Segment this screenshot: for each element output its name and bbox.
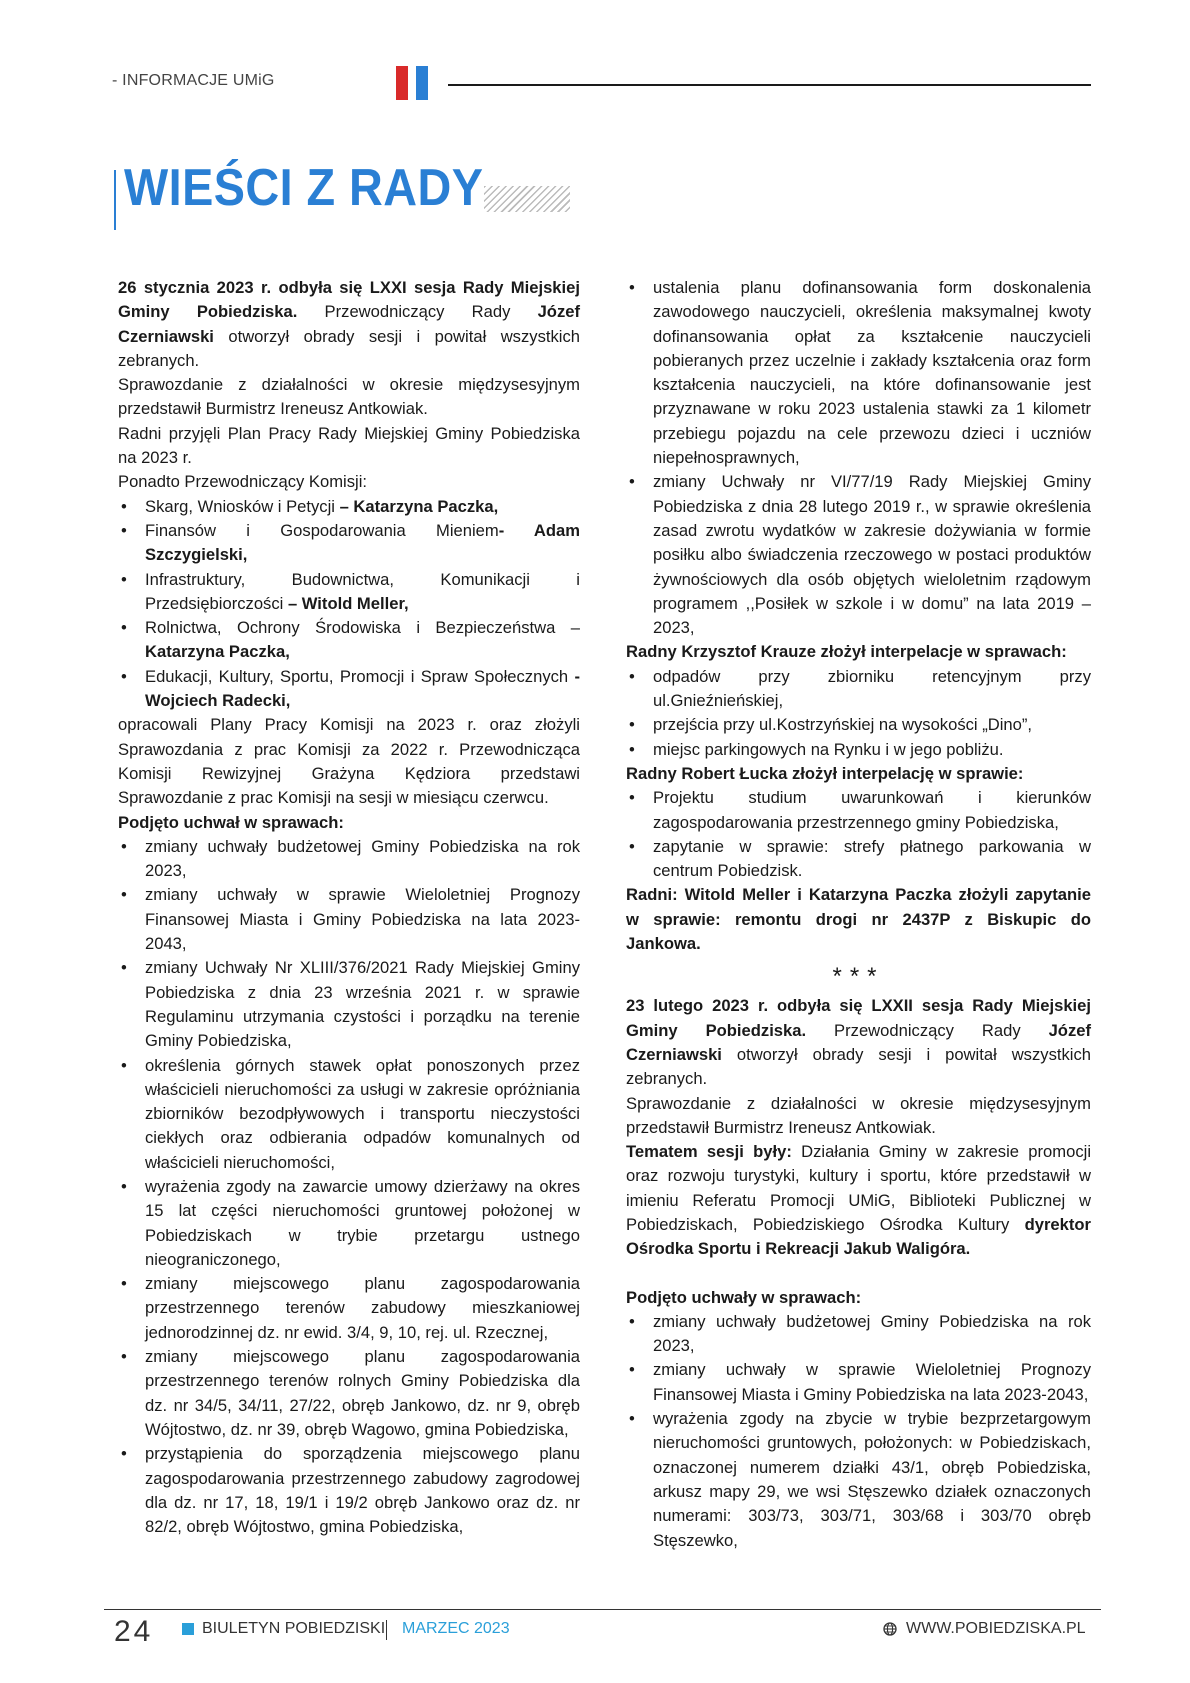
section-separator: *** [832, 963, 885, 991]
lucka-heading: Radny Robert Łucka złożył interpelację w sprawie: [626, 763, 1024, 783]
list-item: • określenia górnych stawek opłat ponoszonych przez właścicieli nieruchomości za usługi w zakresie opróżniania zbiorników bezodpływowych i transportu nieczystości ciekłych oraz odbierania odpadów komunalnych od właścicieli nieruchomości, [118, 1054, 580, 1175]
list-item: • Infrastruktury, Budownictwa, Komunikacji i Przedsiębiorczości – Witold Meller, [118, 568, 580, 617]
list-item: • Rolnictwa, Ochrony Środowiska i Bezpieczeństwa – Katarzyna Paczka, [118, 616, 580, 665]
resolutions-list-2 [626, 1310, 1091, 1553]
list-item: • zmiany uchwały budżetowej Gminy Pobiedziska na rok 2023, [118, 835, 580, 884]
title-accent-bar [114, 170, 116, 230]
header-rule [448, 84, 1091, 86]
work-plan-paragraph: Radni przyjęli Plan Pracy Rady Miejskiej Gminy Pobiedziska na 2023 r. [118, 423, 580, 468]
list-item: • wyrażenia zgody na zawarcie umowy dzierżawy na okres 15 lat części nieruchomości gruntowej położonej w Pobiedziskach w trybie przetargu ustnego nieograniczonego, [118, 1175, 580, 1272]
krauze-list [626, 665, 1091, 762]
website-link[interactable]: WWW.POBIEDZISKA.PL [906, 1620, 1086, 1637]
issue-date: MARZEC 2023 [402, 1620, 510, 1637]
resolutions-heading-2: Podjęto uchwały w sprawach: [626, 1287, 862, 1307]
globe-icon [883, 1622, 897, 1636]
resolutions-list [118, 835, 580, 1540]
report-paragraph: Sprawozdanie z działalności w okresie międzysesyjnym przedstawił Burmistrz Ireneusz Antkowiak. [118, 375, 580, 419]
list-item: • miejsc parkingowych na Rynku i w jego pobliżu. [626, 738, 1091, 762]
resolutions-heading: Podjęto uchwał w sprawach: [118, 812, 344, 832]
list-item: • zmiany miejscowego planu zagospodarowania przestrzennego terenów rolnych Gminy Pobiedziska dla dz. nr 34/5, 34/11, 27/22, obręb Jankowo, dz. nr 9, obręb Wójtostwo, dz. nr 39, obręb Wagowo, gmina Pobiedziska, [118, 1345, 580, 1442]
page-title: WIEŚCI Z RADY [124, 159, 484, 217]
list-item: • ustalenia planu dofinansowania form doskonalenia zawodowego nauczycieli, określenia maksymalnej kwoty dofinansowania opłat za kształcenie nauczycieli pobieranych przez uczelnie i zakłady kształcenia oraz form kształcenia nauczycieli, na które dofinansowanie jest przyznawane w roku 2023 ustalenia stawki za 1 kilometr przebiegu pojazdu na cele przewozu dzieci i uczniów niepełnosprawnych, [626, 276, 1091, 470]
committee-chairs-intro: Ponadto Przewodniczący Komisji: [118, 472, 368, 492]
title-hatch-decoration [484, 186, 570, 212]
resolutions-list-continued [626, 276, 1091, 640]
section-label: - INFORMACJE UMiG [112, 72, 275, 89]
list-item: • zmiany uchwały w sprawie Wieloletniej Prognozy Finansowej Miasta i Gminy Pobiedziska na lata 2023-2043, [626, 1358, 1091, 1407]
list-item: • wyrażenia zgody na zbycie w trybie bezprzetargowym nieruchomości gruntowych, położonych: w Pobiedziskach, oznaczonej numerem działki 43/1, obręb Pobiedziska, arkusz mapy 29, we wsi Stęszewko działek oznaczonych numerami: 303/73, 303/71, 303/68 i 303/70 obręb Stęszewko, [626, 1407, 1091, 1553]
list-item: • zmiany Uchwały Nr XLIII/376/2021 Rady Miejskiej Gminy Pobiedziska z dnia 23 września 2021 r. w sprawie Regulaminu utrzymania czystości i porządku na terenie Gminy Pobiedziska, [118, 956, 580, 1053]
report-paragraph-2: Sprawozdanie z działalności w okresie międzysesyjnym przedstawił Burmistrz Ireneusz Antkowiak. [626, 1093, 1091, 1137]
list-item: • zmiany miejscowego planu zagospodarowania przestrzennego terenów zabudowy mieszkaniowej jednorodzinnej dz. nr ewid. 3/4, 9, 10, rej. ul. Rzecznej, [118, 1272, 580, 1345]
list-item: • zmiany uchwały w sprawie Wieloletniej Prognozy Finansowej Miasta i Gminy Pobiedziska na lata 2023-2043, [118, 883, 580, 956]
committees-output-paragraph: opracowali Plany Pracy Komisji na 2023 r. oraz złożyli Sprawozdania z prac Komisji za 2022 r. Przewodnicząca Komisji Rewizyjnej Grażyna Kędziora przedstawi Sprawozdanie z prac Komisji na sesji w miesiącu czerwcu. [118, 715, 580, 808]
blue-flag-mark [416, 66, 428, 100]
list-item: • Edukacji, Kultury, Sportu, Promocji i Spraw Społecznych - Wojciech Radecki, [118, 665, 580, 714]
list-item: • zmiany uchwały budżetowej Gminy Pobiedziska na rok 2023, [626, 1310, 1091, 1359]
list-item: • Skarg, Wniosków i Petycji – Katarzyna Paczka, [118, 495, 580, 519]
committee-list [118, 495, 580, 714]
list-item: • przystąpienia do sporządzenia miejscowego planu zagospodarowania przestrzennego zabudowy zagrodowej dla dz. nr 17, 18, 19/1 i 19/2 obręb Jankowo oraz dz. nr 82/2, obręb Wójtostwo, gmina Pobiedziska, [118, 1442, 580, 1539]
left-column [118, 276, 580, 1539]
krauze-heading: Radny Krzysztof Krauze złożył interpelacje w sprawach: [626, 642, 1067, 662]
session-intro-71: 26 stycznia 2023 r. odbyła się LXXI sesja Rady Miejskiej Gminy Pobiedziska. Przewodniczący Rady Józef Czerniawski otworzył obrady sesji i powitał wszystkich zebranych. [118, 278, 580, 370]
page-number: 24 [114, 1615, 154, 1648]
right-column [626, 276, 1091, 1553]
list-item: • Finansów i Gospodarowania Mieniem- Adam Szczygielski, [118, 519, 580, 568]
red-flag-mark [396, 66, 408, 100]
radni-query: Radni: Witold Meller i Katarzyna Paczka złożyli zapytanie w sprawie: remontu drogi nr 2437P z Biskupic do Jankowa. [626, 885, 1091, 954]
list-item: • zapytanie w sprawie: strefy płatnego parkowania w centrum Pobiedzisk. [626, 835, 1091, 884]
list-item: • zmiany Uchwały nr VI/77/19 Rady Miejskiej Gminy Pobiedziska z dnia 28 lutego 2019 r., w sprawie określenia zasad zwrotu wydatków w zakresie dożywiania w formie posiłku albo świadczenia rzeczowego w postaci produktów żywnościowych dla osób objętych wieloletnim rządowym programem ,,Posiłek w szkole i w domu” na lata 2019 – 2023, [626, 470, 1091, 640]
session-intro-72: 23 lutego 2023 r. odbyła się LXXII sesja Rady Miejskiej Gminy Pobiedziska. Przewodniczący Rady Józef Czerniawski otworzył obrady sesji i powitał wszystkich zebranych. [626, 996, 1091, 1089]
footer-separator [386, 1620, 387, 1640]
footer-square-mark [182, 1623, 194, 1635]
publication-name: BIULETYN POBIEDZISKI [202, 1620, 386, 1637]
footer-rule [104, 1609, 1101, 1610]
list-item: • przejścia przy ul.Kostrzyńskiej na wysokości „Dino”, [626, 713, 1091, 737]
list-item: • odpadów przy zbiorniku retencyjnym przy ul.Gnieźnieńskiej, [626, 665, 1091, 714]
lucka-list [626, 786, 1091, 883]
spacer [626, 1262, 1091, 1286]
list-item: • Projektu studium uwarunkowań i kierunków zagospodarowania przestrzennego gminy Pobiedziska, [626, 786, 1091, 835]
topics-paragraph: Tematem sesji były: Działania Gminy w zakresie promocji oraz rozwoju turystyki, kultury i sportu, które przedstawił w imieniu Referatu Promocji UMiG, Biblioteki Publicznej w Pobiedziskach, Pobiedziskiego Ośrodka Kultury dyrektor Ośrodka Sportu i Rekreacji Jakub Waligóra. [626, 1142, 1091, 1259]
